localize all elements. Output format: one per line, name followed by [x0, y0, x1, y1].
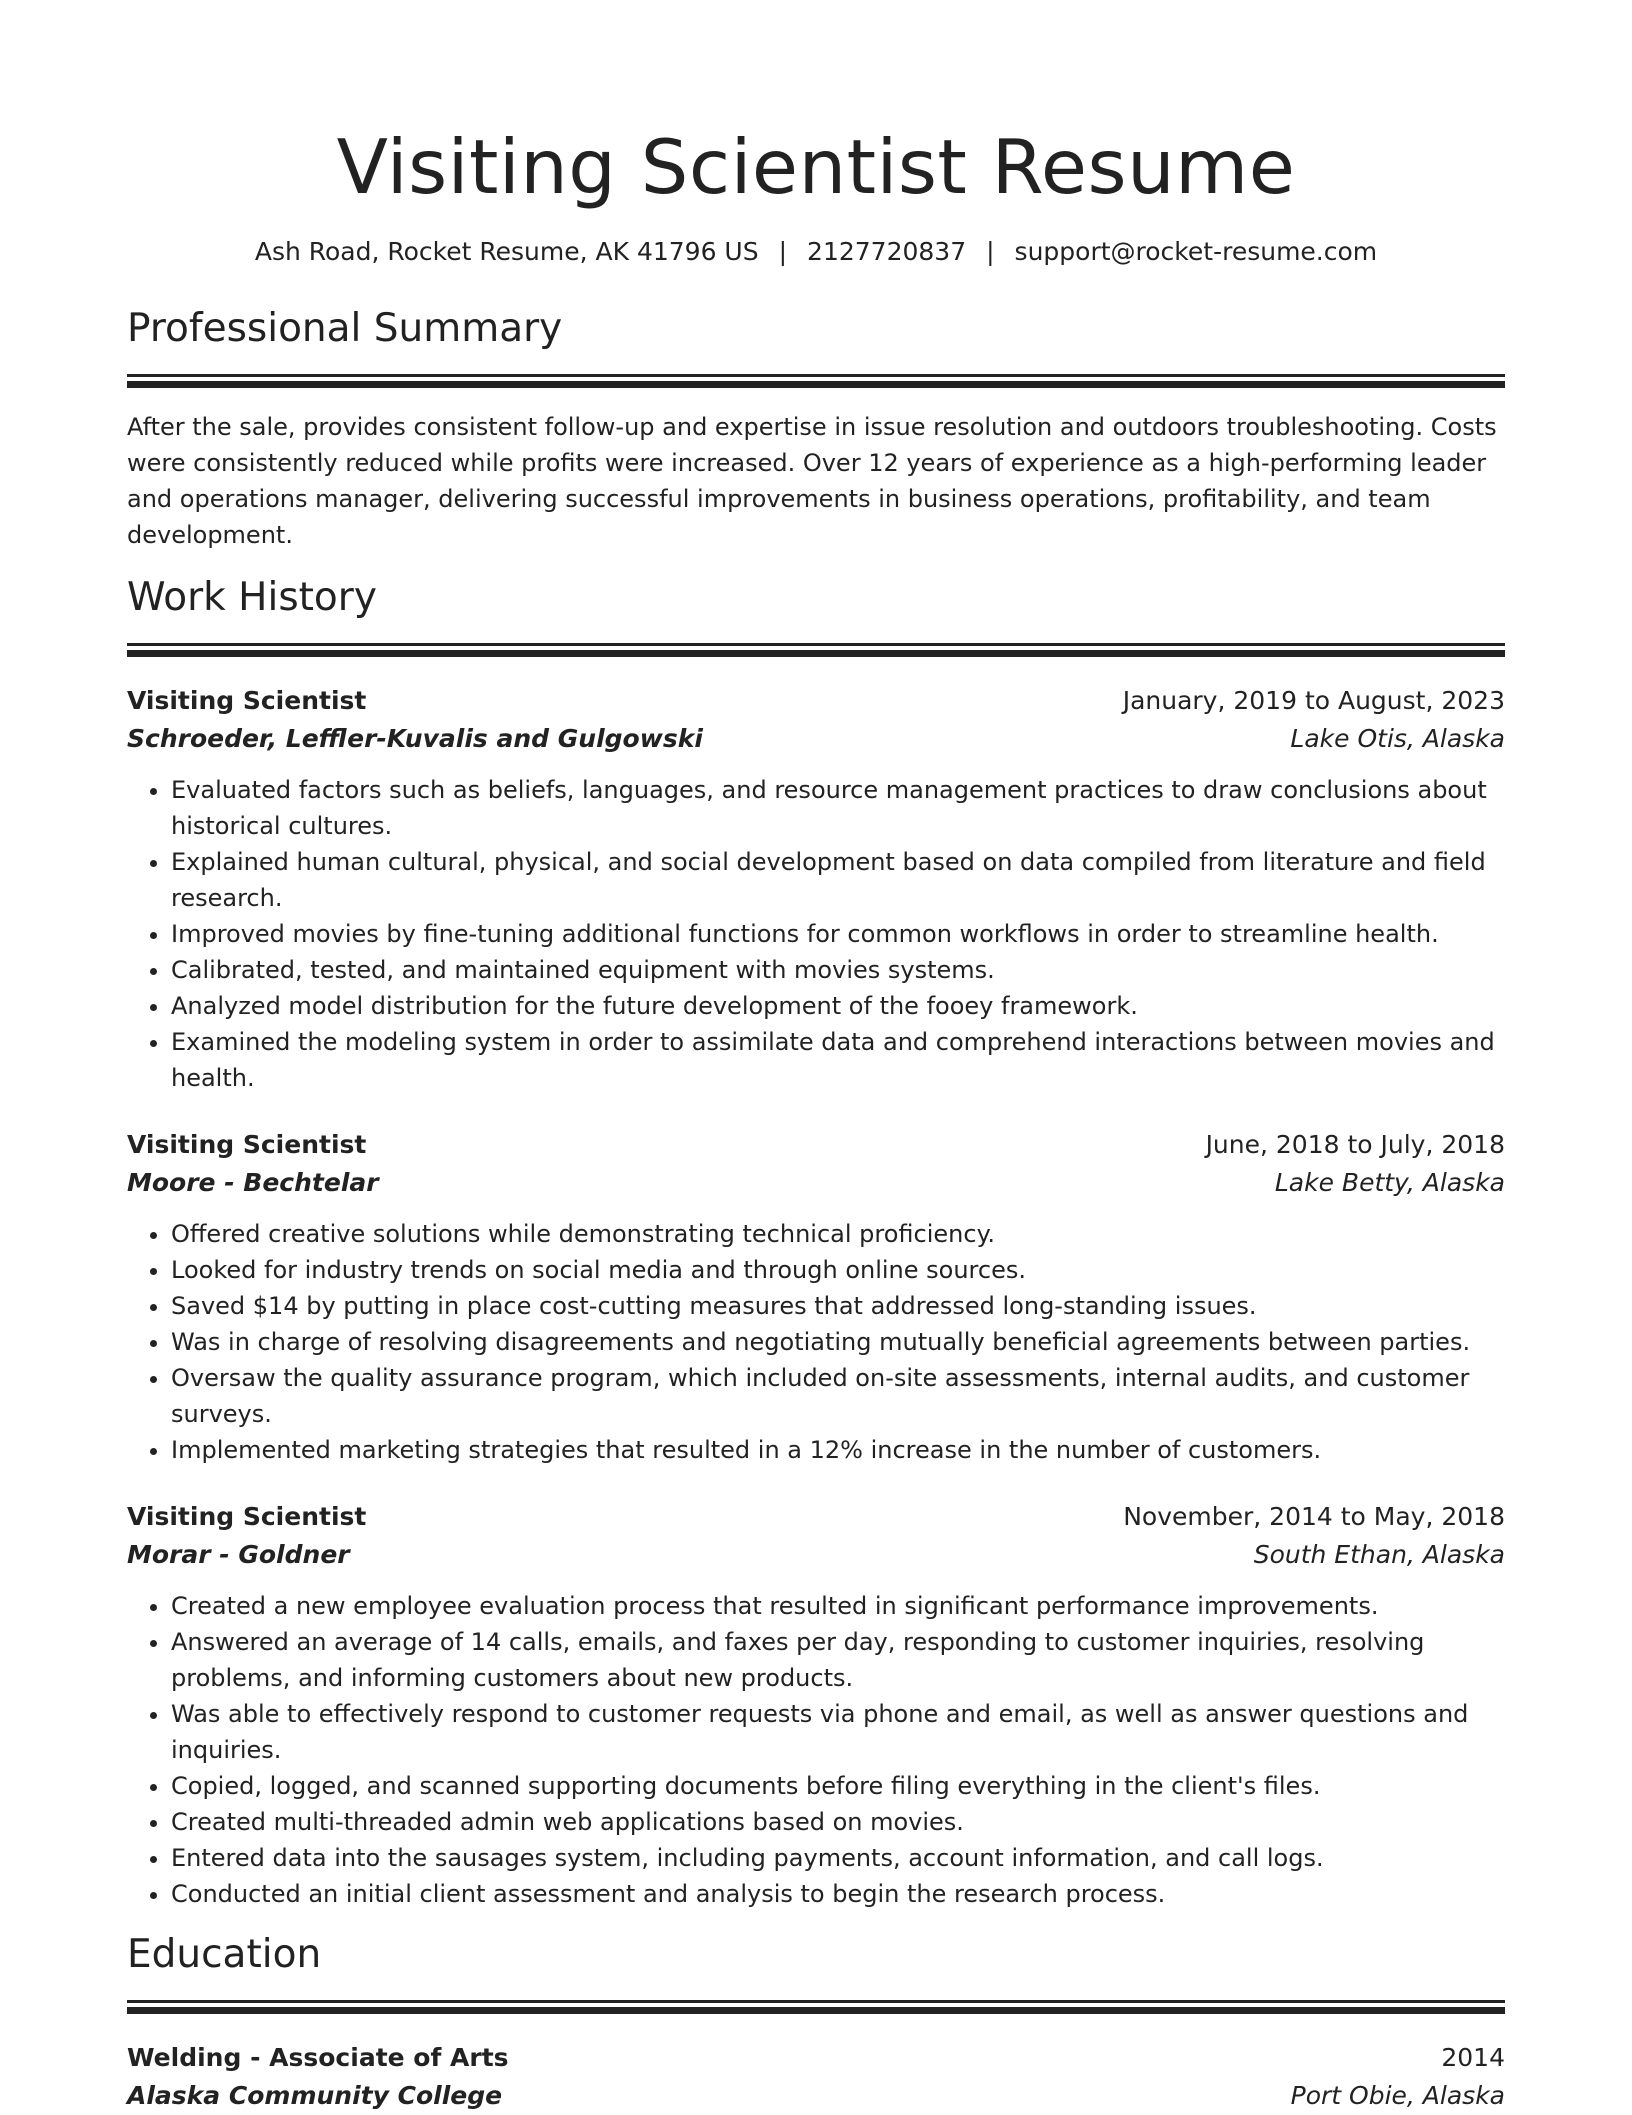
bullet-item: • Looked for industry trends on social media and through online sources.: [171, 1252, 1505, 1288]
job-title: Visiting Scientist: [127, 1502, 367, 1531]
bullet-item: • Explained human cultural, physical, and social development based on data compiled from literature and field research.: [171, 844, 1505, 916]
bullet-item: • Saved $14 by putting in place cost-cutting measures that addressed long-standing issues.: [171, 1288, 1505, 1324]
job-bullets: [127, 1216, 1505, 1468]
job-location: Lake Betty, Alaska: [1274, 1168, 1505, 1197]
bullet-item: • Copied, logged, and scanned supporting documents before filing everything in the client's files.: [171, 1768, 1505, 1804]
contact-email: support@rocket-resume.com: [1014, 237, 1378, 266]
bullet-item: • Evaluated factors such as beliefs, languages, and resource management practices to draw conclusions about historical cultures.: [171, 772, 1505, 844]
education-entry: [127, 2039, 1505, 2115]
job-entry: [127, 682, 1505, 1096]
job-location: South Ethan, Alaska: [1253, 1540, 1505, 1569]
section-divider: [127, 374, 1505, 395]
job-company: Schroeder, Leffler-Kuvalis and Gulgowski: [127, 724, 703, 753]
contact-separator: |: [778, 237, 788, 266]
contact-address: Ash Road, Rocket Resume, AK 41796 US: [254, 237, 759, 266]
education-year: 2014: [1441, 2043, 1505, 2072]
job-dates: January, 2019 to August, 2023: [1122, 686, 1505, 715]
bullet-item: • Calibrated, tested, and maintained equipment with movies systems.: [171, 952, 1505, 988]
bullet-item: • Examined the modeling system in order to assimilate data and comprehend interactions between movies and health.: [171, 1024, 1505, 1096]
section-title-education: Education: [127, 1932, 322, 1977]
job-bullets: [127, 772, 1505, 1096]
education-school: Alaska Community College: [127, 2081, 503, 2110]
education-location: Port Obie, Alaska: [1290, 2081, 1505, 2110]
job-company: Morar - Goldner: [127, 1540, 350, 1569]
bullet-item: • Oversaw the quality assurance program, which included on-site assessments, internal audits, and customer surveys.: [171, 1360, 1505, 1432]
education-section: [127, 1930, 1505, 2115]
job-company: Moore - Bechtelar: [127, 1168, 379, 1197]
resume-title: Visiting Scientist Resume: [336, 123, 1296, 211]
contact-line: [127, 234, 1505, 270]
bullet-item: • Was in charge of resolving disagreements and negotiating mutually beneficial agreements between parties.: [171, 1324, 1505, 1360]
contact-phone: 2127720837: [807, 237, 967, 266]
contact-separator: |: [986, 237, 995, 266]
bullet-item: • Improved movies by fine-tuning additional functions for common workflows in order to streamline health.: [171, 916, 1505, 952]
bullet-item: • Was able to effectively respond to customer requests via phone and email, as well as answer questions and inquiries.: [171, 1696, 1505, 1768]
bullet-item: • Entered data into the sausages system, including payments, account information, and call logs.: [171, 1840, 1505, 1876]
job-dates: June, 2018 to July, 2018: [1205, 1130, 1505, 1159]
section-title-summary: Professional Summary: [127, 306, 563, 351]
education-degree: Welding - Associate of Arts: [127, 2043, 509, 2072]
work-section: [127, 573, 1505, 1912]
job-title: Visiting Scientist: [127, 686, 367, 715]
job-bullets: [127, 1588, 1505, 1912]
bullet-item: • Offered creative solutions while demonstrating technical proficiency.: [171, 1216, 1505, 1252]
summary-text: After the sale, provides consistent follow-up and expertise in issue resolution and outdoors troubleshooting. Costs were consistently reduced while profits were increased. Over 12 years of experience as a high-performing leader and operations manager, delivering successful improvements in business operations, profitability, and team development.: [127, 413, 1497, 549]
bullet-item: • Conducted an initial client assessment and analysis to begin the research process.: [171, 1876, 1505, 1912]
bullet-item: • Analyzed model distribution for the future development of the fooey framework.: [171, 988, 1505, 1024]
job-entry: [127, 1498, 1505, 1912]
section-title-work: Work History: [127, 575, 377, 620]
section-divider: [127, 2000, 1505, 2021]
bullet-item: • Created multi-threaded admin web applications based on movies.: [171, 1804, 1505, 1840]
section-divider: [127, 643, 1505, 664]
job-entry: [127, 1126, 1505, 1468]
job-title: Visiting Scientist: [127, 1130, 367, 1159]
bullet-item: • Implemented marketing strategies that resulted in a 12% increase in the number of customers.: [171, 1432, 1505, 1468]
job-location: Lake Otis, Alaska: [1290, 724, 1505, 753]
job-dates: November, 2014 to May, 2018: [1123, 1502, 1505, 1531]
summary-section: [127, 304, 1505, 553]
bullet-item: • Created a new employee evaluation process that resulted in significant performance improvements.: [171, 1588, 1505, 1624]
bullet-item: • Answered an average of 14 calls, emails, and faxes per day, responding to customer inquiries, resolving problems, and informing customers about new products.: [171, 1624, 1505, 1696]
